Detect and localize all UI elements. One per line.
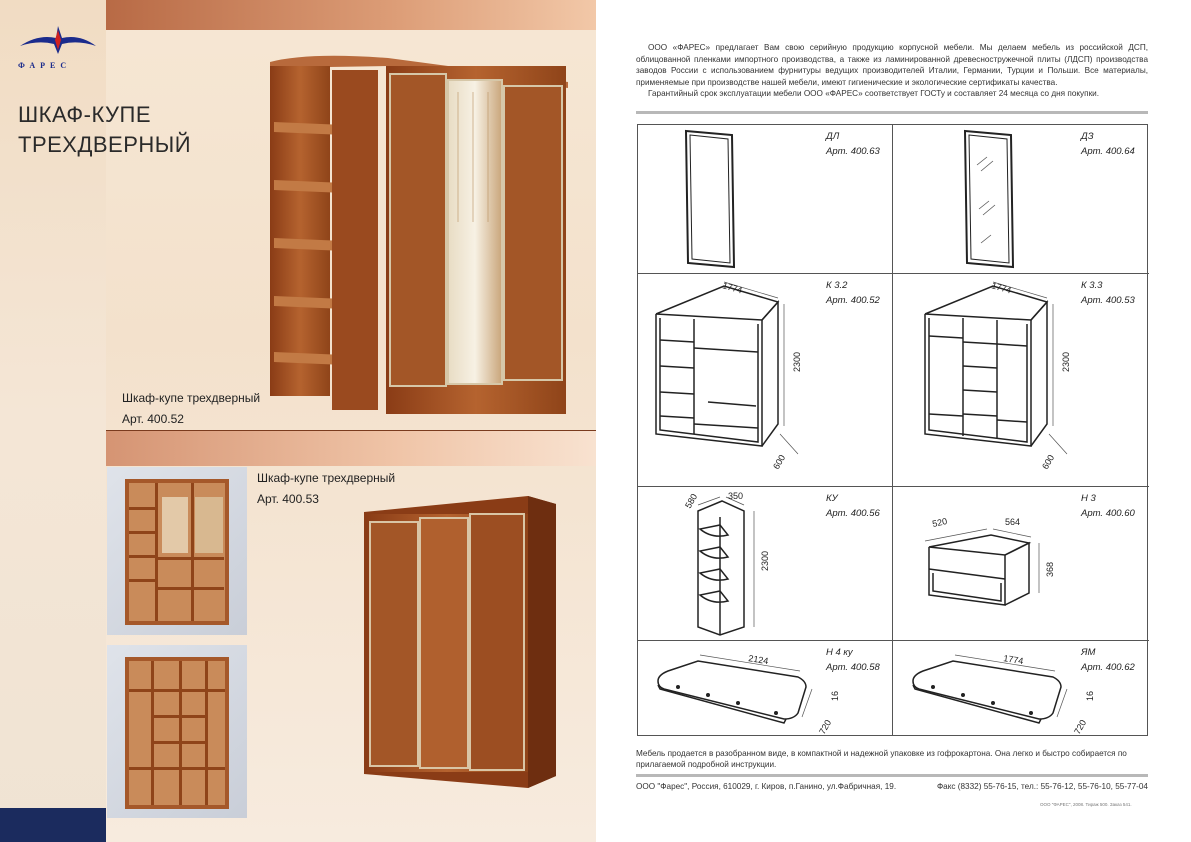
label-yam bbox=[1081, 645, 1143, 675]
copyright-note: ООО "ФАРЕС", 2008. Тираж 500. Заказ 541. bbox=[1040, 802, 1132, 807]
dim-k32-height: 2300 bbox=[792, 351, 802, 372]
footer-contacts bbox=[636, 782, 1148, 791]
assembly-note: Мебель продается в разобранном виде, в компактной и надежной упаковке из гофрокартона. Она легко и быстро собирается по прилагаемой подробной инструкции. bbox=[636, 749, 1127, 769]
code-n4ku: Н 4 ку bbox=[826, 647, 853, 658]
brand-logo bbox=[18, 24, 98, 68]
interior-40052-illustration bbox=[107, 467, 247, 635]
intro-text bbox=[636, 42, 1148, 100]
bottom-blue-block bbox=[0, 808, 106, 842]
dim-ku-height: 2300 bbox=[760, 550, 770, 571]
dim-n3-depth: 520 bbox=[931, 516, 949, 529]
logo-mark-icon bbox=[18, 24, 98, 56]
code-n3: Н 3 bbox=[1081, 493, 1096, 504]
dim-n4ku-thickness: 16 bbox=[830, 690, 840, 701]
dim-k33-depth: 600 bbox=[1040, 452, 1057, 471]
dim-yam-length: 1774 bbox=[1002, 653, 1025, 667]
cell-n4ku bbox=[638, 641, 893, 736]
label-dz bbox=[1081, 129, 1143, 159]
article-yam: Арт. 400.62 bbox=[1081, 662, 1135, 673]
cell-n3 bbox=[893, 487, 1149, 641]
caption-40052 bbox=[122, 388, 260, 430]
caption-40053-name: Шкаф-купе трехдверный bbox=[257, 471, 396, 485]
article-n3: Арт. 400.60 bbox=[1081, 508, 1135, 519]
page-title bbox=[18, 100, 191, 160]
top-rule bbox=[636, 111, 1148, 114]
article-dl: Арт. 400.63 bbox=[826, 146, 880, 157]
cell-dz bbox=[893, 125, 1149, 274]
dim-k32-depth: 600 bbox=[771, 452, 788, 471]
wardrobe-photo-40052 bbox=[268, 52, 580, 414]
label-ku bbox=[826, 491, 886, 521]
dim-ku-width: 350 bbox=[728, 491, 744, 501]
divider-line bbox=[106, 430, 596, 431]
top-stripe bbox=[106, 0, 596, 30]
logo-text: ФАРЕС bbox=[18, 61, 72, 70]
dim-yam-depth: 720 bbox=[1072, 717, 1089, 736]
code-yam: ЯМ bbox=[1081, 647, 1096, 658]
footer-address: ООО "Фарес", Россия, 610029, г. Киров, п.Ганино, ул.Фабричная, 19. bbox=[636, 782, 897, 791]
dim-ku-depth: 580 bbox=[683, 491, 700, 510]
interior-photo-40052 bbox=[107, 467, 247, 635]
intro-paragraph-1: ООО «ФАРЕС» предлагает Вам свою серийную продукцию корпусной мебели. Мы делаем мебель из российской ДСП, облицованной пленками импортного производства, а также из ламинированной древесностружечной плиты (ЛДСП) производства заводов России с использованием фурнитуры ведущих производителей Италии, Германии, Турции и Польши. Все материалы, применяемые при производстве нашей мебели, имеют гигиенические и экологические сертификаты качества. bbox=[636, 43, 1148, 87]
label-n3 bbox=[1081, 491, 1143, 521]
code-ku: КУ bbox=[826, 493, 838, 504]
label-dl bbox=[826, 129, 886, 159]
label-k33 bbox=[1081, 278, 1143, 308]
caption-40053-article: Арт. 400.53 bbox=[257, 492, 319, 506]
wardrobe-photo-40053 bbox=[358, 492, 560, 790]
cell-ku bbox=[638, 487, 893, 641]
title-line-1: ШКАФ-КУПЕ bbox=[18, 102, 151, 127]
wardrobe-40052-illustration bbox=[268, 52, 580, 414]
cell-dl bbox=[638, 125, 893, 274]
dim-k33-height: 2300 bbox=[1061, 351, 1071, 372]
wardrobe-40053-illustration bbox=[358, 492, 560, 790]
cell-k33 bbox=[893, 274, 1149, 487]
interior-40053-illustration bbox=[107, 645, 247, 818]
code-dz: ДЗ bbox=[1081, 131, 1094, 142]
label-n4ku bbox=[826, 645, 886, 675]
dim-yam-thickness: 16 bbox=[1085, 690, 1095, 701]
article-n4ku: Арт. 400.58 bbox=[826, 662, 880, 673]
dim-n4ku-depth: 720 bbox=[817, 717, 834, 736]
label-k32 bbox=[826, 278, 886, 308]
interior-photo-40053 bbox=[107, 645, 247, 818]
caption-40052-name: Шкаф-купе трехдверный bbox=[122, 391, 261, 405]
title-line-2: ТРЕХДВЕРНЫЙ bbox=[18, 132, 192, 157]
dim-k32-width: 1774 bbox=[721, 280, 744, 296]
dim-n3-height: 368 bbox=[1045, 561, 1055, 577]
article-k32: Арт. 400.52 bbox=[826, 295, 880, 306]
footer-rule bbox=[636, 774, 1148, 777]
code-k32: К 3.2 bbox=[826, 280, 848, 291]
product-grid bbox=[637, 124, 1148, 736]
footer-phones: Факс (8332) 55-76-15, тел.: 55-76-12, 55-76-10, 55-77-04 bbox=[936, 782, 1148, 791]
article-ku: Арт. 400.56 bbox=[826, 508, 880, 519]
middle-stripe bbox=[106, 430, 596, 466]
caption-40052-article: Арт. 400.52 bbox=[122, 412, 184, 426]
article-k33: Арт. 400.53 bbox=[1081, 295, 1135, 306]
intro-paragraph-2: Гарантийный срок эксплуатации мебели ООО «ФАРЕС» соответствует ГОСТу и составляет 24 месяца со дня покупки. bbox=[648, 89, 1100, 99]
code-k33: К 3.3 bbox=[1081, 280, 1103, 291]
dim-n4ku-length: 2124 bbox=[747, 653, 770, 667]
dim-n3-width: 564 bbox=[1005, 517, 1021, 527]
cell-k32 bbox=[638, 274, 893, 487]
cell-yam bbox=[893, 641, 1149, 736]
dim-k33-width: 1774 bbox=[990, 280, 1013, 296]
code-dl: ДЛ bbox=[826, 131, 840, 142]
article-dz: Арт. 400.64 bbox=[1081, 146, 1135, 157]
